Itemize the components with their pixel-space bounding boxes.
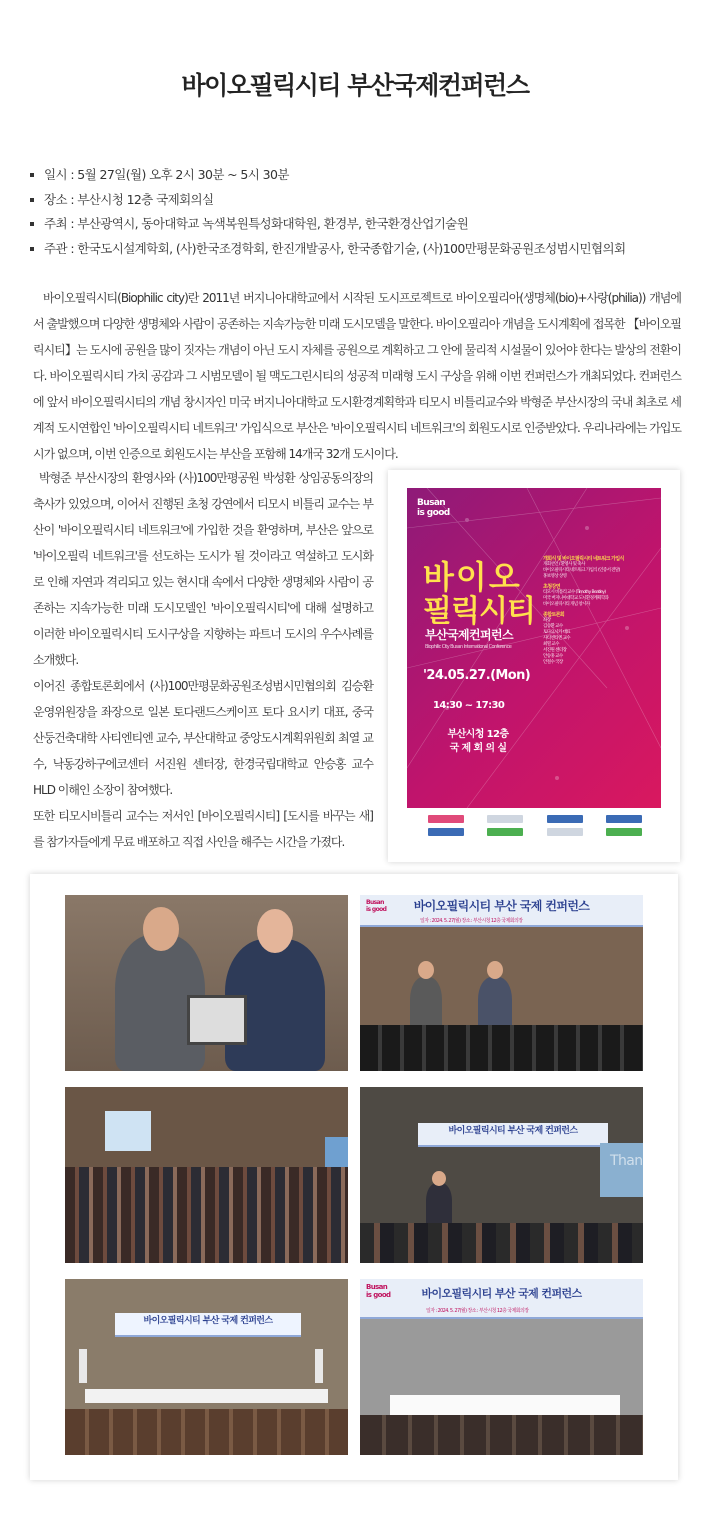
- busan-city-logo: [428, 815, 464, 823]
- photo-handshake: [65, 895, 348, 1071]
- dong-a-univ-logo: [487, 815, 523, 823]
- poster-time: 14:30 ~ 17:30: [433, 700, 505, 711]
- conference-poster: [407, 488, 661, 808]
- photo-audience: [65, 1087, 348, 1263]
- panel-paragraph: 이어진 종합토론회에서 (사)100만평문화공원조성범시민협의회 김승환 운영위원장을 좌장으로 일본 토다랜드스케이프 토다 요시키 대표, 중국 산둥건축대학 사티엔티엔 교수, 부산대학교 중앙도시계획위원회 최열 교수, 낙동강하구에코센터 서진원 센터장, 한경국립대학교 안승홍 교수 HLD 이해인 소장이 참여했다.: [33, 679, 373, 797]
- event-info-list: [30, 163, 690, 261]
- sponsor-logos: [428, 815, 642, 841]
- event-organizer: 주관 : 한국도시설계학회, (사)한국조경학회, 한진개발공사, 한국종합기술, (사)100만평문화공원조성범시민협의회: [30, 237, 690, 262]
- busan-is-good-logo: Busan is good: [417, 498, 450, 518]
- poster-card: [388, 470, 680, 862]
- book-signing-paragraph: 또한 티모시비틀리 교수는 저서인 [바이오필릭시티] [도시를 바꾸는 새]를 참가자들에게 무료 배포하고 직접 사인을 해주는 시간을 가졌다.: [33, 809, 373, 849]
- poster-big-title-2: 필릭시티: [423, 594, 535, 629]
- event-host: 주최 : 부산광역시, 동아대학교 녹색복원특성화대학원, 환경부, 한국환경산업기술원: [30, 212, 690, 237]
- photo-panel-close: 바이오필릭시티 부산 국제 컨퍼런스 일자 : 2024. 5. 27(월) 장소 : 부산시청 12층 국제회의장 Busan is good: [360, 1279, 643, 1455]
- event-date: 일시 : 5월 27일(월) 오후 2시 30분 ~ 5시 30분: [30, 163, 690, 188]
- welcome-paragraph: 박형준 부산시장의 환영사와 (사)100만평공원 박성환 상임공동의장의 축사가 있었으며, 이어서 진행된 초청 강연에서 티모시 비틀리 교수는 부산이 '바이오필릭시티 네트워크'에 가입한 것을 환영하며, 부산은 앞으로 '바이오필릭 네트워크'를 선도하는 도시가 될 것이라고 역설하고 도시화로 인해 자연과 격리되고 있는 현시대 속에서 다양한 생명체와 사람이 공존하는 지속가능한 미래 도시모델인 '바이오필릭시티'에 대해 설명하고 이러한 바이오필릭시티 도시구상을 지향하는 파트너 도시의 우수사례를 소개했다.: [33, 471, 373, 667]
- page-title: 바이오필릭시티 부산국제컨퍼런스: [181, 71, 529, 100]
- landscape-logo: [487, 828, 523, 836]
- poster-venue: 부산시청 12층 국 제 회 의 실: [447, 729, 509, 754]
- photo-panel-wide: 바이오필릭시티 부산 국제 컨퍼런스: [65, 1279, 348, 1455]
- event-venue: 장소 : 부산시청 12층 국제회의실: [30, 188, 690, 213]
- ministry-environment-logo: [547, 815, 583, 823]
- poster-program: 개회식 및 바이오필릭시티 네트워크 가입식 개회선언 / 환영사 및 축사 바이오필릭시티 네트워크 가입식 (인증서 전달) 홍보영상 상영 초청강연 티모시 비틀리 교수 (Timothy Beatley) 미국 버지니아대학교 도시환경계획학과 바이오필릭시티 개념 창시자 종합토론회 좌장 김승환 교수 토다요시키 대표 사티엔티엔 교수 최열 교수 서진원 센터장 안승홍 교수 안철수 국장: [543, 556, 624, 665]
- body-text-column: [33, 465, 373, 855]
- poster-english-title: Biophilic City Busan International Conference: [425, 644, 512, 650]
- poster-subtitle: 부산국제컨퍼런스: [425, 628, 513, 642]
- hanjin-logo: [547, 828, 583, 836]
- kcc-logo: [606, 828, 642, 836]
- keiti-logo: [606, 815, 642, 823]
- intro-paragraph: 바이오필릭시티(Biophilic city)란 2011년 버지니아대학교에서 시작된 도시프로젝트로 바이오필리아(생명체(bio)+사랑(philia)) 개념에서 출발했으며 다양한 생명체와 사람이 공존하는 지속가능한 미래 도시모델을 말한다. 바이오필리아 개념을 도시계획에 접목한 【바이오필릭시티】는 도시에 공원을 많이 짓자는 개념이 아닌 도시 자체를 공원으로 계획하고 그 안에 물리적 시설물이 있어야 한다는 발상의 전환이다. 바이오필릭시티 가치 공감과 그 시범모델이 될 맥도그린시티의 성공적 미래형 도시 구상을 위해 이번 컨퍼런스가 개최되었다. 컨퍼런스에 앞서 바이오필릭시티의 개념 창시자인 미국 버지니아대학교 도시환경계획학과 티모시 비틀리교수와 박형준 부산시장의 국내 최초로 세계적 도시연합인 '바이오필릭시티 네트워크' 가입식으로 부산은 '바이오필릭시티 네트워크'의 회원도시로 인증받았다. 우리나라에는 가입도시가 없으며, 이번 인증으로 회원도시는 부산을 포함해 14개국 32개 도시이다.: [33, 291, 681, 461]
- photo-lecture: 바이오필릭시티 부산 국제 컨퍼런스 Than: [360, 1087, 643, 1263]
- photo-stage-speakers: 바이오필릭시티 부산 국제 컨퍼런스 일자 : 2024. 5. 27(월) 장소 : 부산시청 12층 국제회의장 Busan is good: [360, 895, 643, 1071]
- poster-date: '24.05.27.(Mon): [423, 668, 531, 683]
- poster-big-title-1: 바이오: [423, 558, 522, 596]
- photo-gallery: [30, 874, 678, 1480]
- urban-design-logo: [428, 828, 464, 836]
